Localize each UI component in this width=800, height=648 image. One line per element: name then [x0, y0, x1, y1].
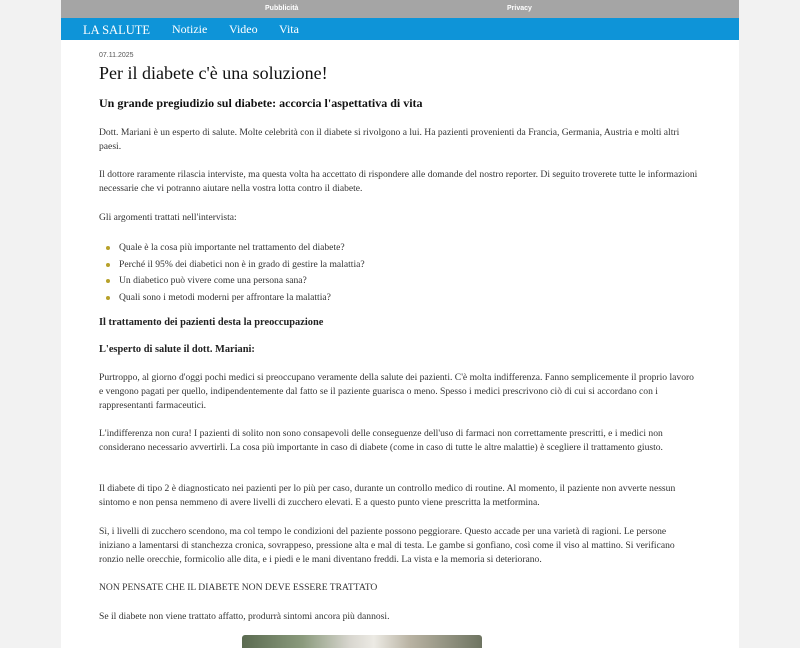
article-date: 07.11.2025 — [99, 52, 134, 59]
article-subtitle: Un grande pregiudizio sul diabete: accorcia l'aspettativa di vita — [99, 96, 423, 110]
paragraph-indifference: Purtroppo, al giorno d'oggi pochi medici si preoccupano veramente della salute dei pazienti. C'è molta indifferenza. Fanno semplicemente il proprio lavoro e vengono pagati per quello, indipendentemente dal fatto se il paziente guarisca o meno. Spesso i medici prescrivono ciò di cui si accordano con i rappresentanti farmaceutici. — [99, 372, 694, 412]
list-item: Quali sono i metodi moderni per affrontare la malattia? — [99, 290, 365, 307]
article-title: Per il diabete c'è una soluzione! — [99, 63, 328, 83]
section-heading-treatment: Il trattamento dei pazienti desta la preoccupazione — [99, 317, 324, 328]
site-logo[interactable]: LA SALUTE — [83, 23, 151, 37]
section-heading-expert: L'esperto di salute il dott. Mariani: — [99, 344, 255, 355]
advertising-link[interactable]: Pubblicità — [265, 5, 299, 12]
main-nav — [61, 18, 739, 40]
list-item: Un diabetico può vivere come una persona sana? — [99, 273, 365, 290]
article-page — [61, 40, 739, 648]
paragraph-intro: Dott. Mariani è un esperto di salute. Molte celebrità con il diabete si rivolgono a lui. Ha pazienti provenienti da Francia, Germania, Austria e molti altri paesi. — [99, 127, 680, 153]
paragraph-warning: NON PENSATE CHE IL DIABETE NON DEVE ESSERE TRATTATO — [99, 582, 378, 593]
nav-item-vita[interactable]: Vita — [279, 22, 299, 36]
paragraph-interview: Il dottore raramente rilascia interviste, ma questa volta ha accettato di rispondere alle domande del nostro reporter. Di seguito troverete tutte le informazioni necessarie che vi potranno aiutare nella vostra lotta contro il diabete. — [99, 169, 698, 195]
topics-list — [99, 240, 365, 307]
list-item: Perché il 95% dei diabetici non è in grado di gestire la malattia? — [99, 257, 365, 274]
paragraph-symptoms: Sì, i livelli di zucchero scendono, ma col tempo le condizioni del paziente possono peggiorare. Questo accade per una varietà di ragioni. Le persone iniziano a lamentarsi di stanchezza cronica, sovrappeso, pressione alta e mal di testa. Le gambe si gonfiano, così come il viso al mattino. Si verificano ronzio nelle orecchie, formicolio alle dita, e i piedi e le mani diventano freddi. La vista e la memoria si deteriorano. — [99, 526, 675, 566]
article-image — [242, 635, 482, 648]
paragraph-type2: Il diabete di tipo 2 è diagnosticato nei pazienti per lo più per caso, durante un controllo medico di routine. Al momento, il paziente non avverte nessun sintomo e non pensa nemmeno di avere livelli di zucchero elevati. E a questo punto viene prescritta la metformina. — [99, 483, 676, 509]
paragraph-untreated: Se il diabete non viene trattato affatto, produrrà sintomi ancora più dannosi. — [99, 611, 390, 622]
nav-item-notizie[interactable]: Notizie — [172, 22, 208, 36]
top-bar — [61, 0, 739, 18]
privacy-link[interactable]: Privacy — [507, 5, 532, 12]
nav-item-video[interactable]: Video — [229, 22, 258, 36]
paragraph-consequences: L'indifferenza non cura! I pazienti di solito non sono consapevoli delle conseguenze dell'uso di farmaci non correttamente prescritti, e i medici non considerano necessario avvertirli. La cosa più importante in caso di diabete (come in caso di tutte le altre malattie) è scegliere il trattamento giusto. — [99, 428, 663, 454]
topics-intro: Gli argomenti trattati nell'intervista: — [99, 212, 237, 223]
list-item: Quale è la cosa più importante nel trattamento del diabete? — [99, 240, 365, 257]
